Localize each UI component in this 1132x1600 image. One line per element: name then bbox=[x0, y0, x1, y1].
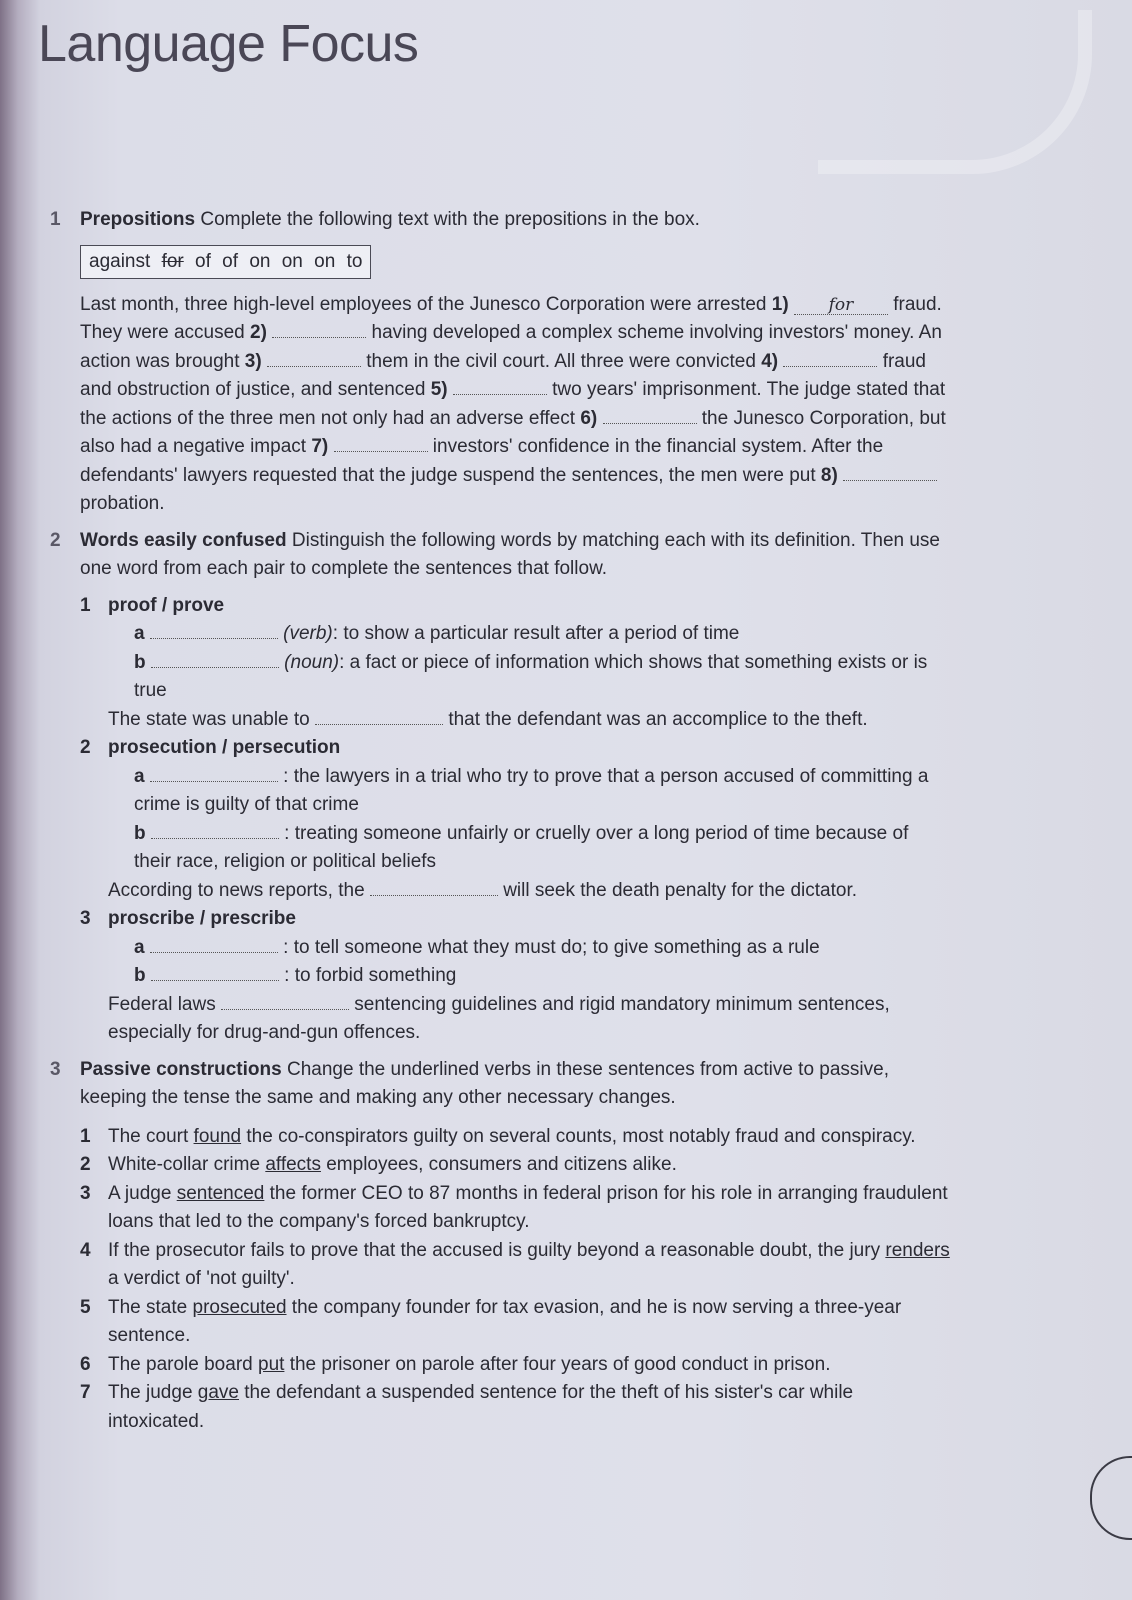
item-text: The judge bbox=[108, 1382, 193, 1403]
practice-sentence bbox=[108, 877, 950, 906]
item-number: 2 bbox=[80, 1154, 91, 1175]
pair-number: 1 bbox=[80, 594, 91, 616]
item-text: the prisoner on parole after four years of good conduct in prison. bbox=[289, 1353, 831, 1375]
def-label: a bbox=[134, 936, 145, 958]
def-label: b bbox=[134, 651, 146, 673]
gap-number: 8) bbox=[820, 464, 838, 486]
definition-b bbox=[108, 962, 950, 991]
definition-a bbox=[108, 620, 950, 649]
word-pair-2 bbox=[80, 734, 950, 905]
underlined-verb: affects bbox=[265, 1154, 321, 1175]
item-number: 6 bbox=[80, 1353, 91, 1375]
gap-blank[interactable] bbox=[603, 405, 697, 424]
gap-fill-text bbox=[80, 291, 950, 519]
item-text: the defendant a suspended sentence for the theft of his sister's car while intoxicated. bbox=[108, 1382, 854, 1432]
text-segment: probation. bbox=[80, 493, 165, 514]
definition-blank[interactable] bbox=[151, 820, 279, 839]
exercise-title: Prepositions bbox=[80, 209, 196, 230]
gap-number: 1) bbox=[771, 293, 789, 315]
sentence-blank[interactable] bbox=[315, 706, 443, 725]
page-edge-decoration bbox=[1090, 1456, 1132, 1540]
practice-sentence bbox=[108, 991, 950, 1048]
list-item bbox=[80, 1123, 950, 1152]
def-label: a bbox=[134, 623, 145, 644]
definition-blank[interactable] bbox=[150, 934, 278, 953]
list-item bbox=[80, 1379, 950, 1436]
definition-text: : the lawyers in a trial who try to prove that a person accused of committing a crime is guilty of that crime bbox=[134, 765, 929, 815]
box-word-used: for bbox=[161, 250, 184, 272]
underlined-verb: gave bbox=[197, 1382, 239, 1403]
definition-blank[interactable] bbox=[151, 962, 279, 981]
pair-number: 2 bbox=[80, 737, 91, 758]
item-text: The state bbox=[108, 1296, 188, 1318]
part-of-speech: (noun) bbox=[284, 651, 340, 673]
gap-blank[interactable] bbox=[843, 462, 937, 481]
definition-a bbox=[108, 934, 950, 963]
exercise-3 bbox=[50, 1056, 950, 1437]
gap-blank[interactable]: for bbox=[794, 296, 888, 315]
definition-text: : to show a particular result after a period of time bbox=[332, 623, 740, 644]
word-pair-1 bbox=[80, 592, 950, 735]
text-segment: fraud. They were accused bbox=[80, 293, 942, 343]
page-title: Language Focus bbox=[38, 15, 419, 73]
underlined-verb: sentenced bbox=[176, 1182, 265, 1204]
sentence-blank[interactable] bbox=[370, 877, 498, 896]
def-label: b bbox=[134, 822, 146, 844]
definition-b bbox=[108, 820, 950, 877]
item-text: a verdict of 'not guilty'. bbox=[108, 1268, 295, 1289]
underlined-verb: found bbox=[193, 1125, 242, 1147]
definition-blank[interactable] bbox=[150, 620, 278, 639]
gap-number: 4) bbox=[761, 350, 779, 372]
underlined-verb: put bbox=[258, 1353, 285, 1375]
box-word: on bbox=[314, 250, 336, 272]
item-number: 7 bbox=[80, 1382, 91, 1403]
gap-blank[interactable] bbox=[334, 433, 428, 452]
exercises bbox=[50, 206, 950, 1436]
item-text: If the prosecutor fails to prove that the accused is guilty beyond a reasonable doubt, the jury bbox=[108, 1239, 881, 1261]
item-text: the co-conspirators guilty on several counts, most notably fraud and conspiracy. bbox=[246, 1125, 916, 1147]
definition-text: : treating someone unfairly or cruelly over a long period of time because of their race, religion or political beliefs bbox=[134, 822, 909, 872]
gap-blank[interactable] bbox=[453, 376, 547, 395]
box-word: of bbox=[222, 250, 239, 272]
practice-sentence bbox=[108, 706, 950, 735]
def-label: a bbox=[134, 765, 145, 787]
background-watermark bbox=[818, 10, 1092, 174]
exercise-1 bbox=[50, 206, 950, 519]
exercise-number: 1 bbox=[50, 209, 61, 230]
box-word: on bbox=[249, 250, 271, 272]
item-text: employees, consumers and citizens alike. bbox=[326, 1154, 677, 1175]
definition-blank[interactable] bbox=[151, 649, 279, 668]
underlined-verb: prosecuted bbox=[192, 1296, 287, 1318]
list-item bbox=[80, 1180, 950, 1237]
item-text: the former CEO to 87 months in federal prison for his role in arranging fraudulent loans that led to the company's forced bankruptcy. bbox=[108, 1182, 948, 1232]
gap-number: 6) bbox=[580, 407, 598, 429]
pair-number: 3 bbox=[80, 908, 91, 929]
definition-blank[interactable] bbox=[150, 763, 278, 782]
exercise-number: 2 bbox=[50, 529, 61, 551]
exercise-2 bbox=[50, 527, 950, 1048]
sentence-text: According to news reports, the bbox=[108, 879, 365, 901]
item-number: 1 bbox=[80, 1125, 91, 1147]
exercise-instruction: Distinguish the following words by matching each with its definition. Then use one word from each pair to complete the sentences that follow. bbox=[80, 529, 940, 579]
gap-number: 3) bbox=[244, 350, 262, 372]
text-segment: investors' confidence in the financial system. After the defendants' lawyers requested that the judge suspend the sentences, the men were put bbox=[80, 436, 884, 486]
text-segment: fraud and obstruction of justice, and sentenced bbox=[80, 350, 926, 400]
gap-blank[interactable] bbox=[267, 348, 361, 367]
definition-a bbox=[108, 763, 950, 820]
pair-title: prosecution / persecution bbox=[108, 737, 341, 758]
item-text: A judge bbox=[108, 1182, 172, 1204]
item-text: the company founder for tax evasion, and he is now serving a three-year sentence. bbox=[108, 1296, 902, 1346]
text-segment: the Junesco Corporation, but also had a negative impact bbox=[80, 407, 946, 457]
text-segment: Last month, three high-level employees of the Junesco Corporation were arrested bbox=[80, 293, 767, 315]
box-word: of bbox=[195, 250, 211, 272]
item-number: 5 bbox=[80, 1296, 91, 1318]
definition-text: : to forbid something bbox=[284, 965, 457, 986]
exercise-title: Words easily confused bbox=[80, 529, 287, 551]
text-segment: them in the civil court. All three were convicted bbox=[366, 350, 756, 372]
sentence-text: The state was unable to bbox=[108, 708, 310, 730]
list-item bbox=[80, 1151, 950, 1180]
item-number: 3 bbox=[80, 1182, 91, 1204]
item-text: The court bbox=[108, 1125, 189, 1147]
sentence-text: sentencing guidelines and rigid mandatory minimum sentences, especially for drug-and-gun offences. bbox=[108, 993, 890, 1043]
sentence-list bbox=[80, 1123, 950, 1437]
sentence-text: will seek the death penalty for the dictator. bbox=[503, 879, 858, 901]
pair-title: proof / prove bbox=[108, 594, 225, 616]
sentence-text: Federal laws bbox=[108, 993, 216, 1015]
box-word: on bbox=[281, 250, 303, 272]
sentence-blank[interactable] bbox=[221, 991, 349, 1010]
word-pair-3 bbox=[80, 905, 950, 1048]
exercise-title: Passive constructions bbox=[80, 1058, 282, 1080]
list-item bbox=[80, 1294, 950, 1351]
item-text: White-collar crime bbox=[108, 1154, 261, 1175]
definition-text: : to tell someone what they must do; to give something as a rule bbox=[283, 936, 820, 958]
word-box bbox=[80, 245, 371, 279]
pair-title: proscribe / prescribe bbox=[108, 908, 296, 929]
definition-b bbox=[108, 649, 950, 706]
gap-blank[interactable] bbox=[783, 348, 877, 367]
item-number: 4 bbox=[80, 1239, 91, 1261]
list-item bbox=[80, 1351, 950, 1380]
item-text: The parole board bbox=[108, 1353, 253, 1375]
list-item bbox=[80, 1237, 950, 1294]
part-of-speech: (verb) bbox=[283, 623, 333, 644]
sentence-text: that the defendant was an accomplice to the theft. bbox=[448, 708, 868, 730]
exercise-instruction: Complete the following text with the prepositions in the box. bbox=[200, 209, 700, 230]
box-word: against bbox=[89, 250, 151, 272]
gap-blank[interactable] bbox=[272, 319, 366, 338]
exercise-instruction: Change the underlined verbs in these sentences from active to passive, keeping the tense the same and making any other necessary changes. bbox=[80, 1058, 890, 1108]
box-word: to bbox=[346, 250, 363, 272]
underlined-verb: renders bbox=[885, 1239, 950, 1261]
gap-number: 7) bbox=[311, 436, 329, 457]
def-label: b bbox=[134, 965, 146, 986]
gap-number: 2) bbox=[250, 322, 267, 343]
text-segment: having developed a complex scheme involving investors' money. An action was brought bbox=[80, 322, 942, 372]
text-segment: two years' imprisonment. The judge stated that the actions of the three men not only had an adverse effect bbox=[80, 379, 946, 429]
gap-number: 5) bbox=[430, 379, 448, 400]
exercise-number: 3 bbox=[50, 1058, 61, 1080]
definition-text: : a fact or piece of information which shows that something exists or is true bbox=[134, 651, 928, 701]
